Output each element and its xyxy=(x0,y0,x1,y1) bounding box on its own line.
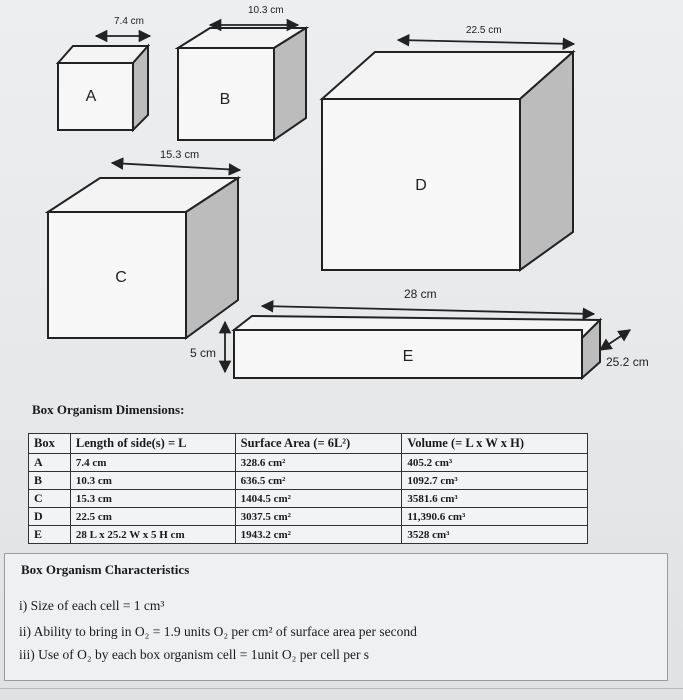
cell-area: 636.5 cm² xyxy=(235,472,402,490)
table-row xyxy=(29,472,588,490)
cell-volume: 1092.7 cm³ xyxy=(402,472,588,490)
cell-box: D xyxy=(29,508,71,526)
box-e-prism xyxy=(234,316,600,378)
table-row xyxy=(29,508,588,526)
box-a-letter: A xyxy=(85,88,97,105)
box-d-letter: D xyxy=(415,177,427,194)
cell-volume: 405.2 cm³ xyxy=(402,454,588,472)
box-b-dimension-label: 10.3 cm xyxy=(248,5,284,16)
cell-box: A xyxy=(29,454,71,472)
box-c-letter: C xyxy=(115,269,127,286)
box-a-dimension-arrow xyxy=(96,16,150,36)
box-e-width-arrow xyxy=(600,330,649,369)
cell-volume: 11,390.6 cm³ xyxy=(402,508,588,526)
box-a-cube xyxy=(58,46,148,130)
table-row xyxy=(29,526,588,544)
cell-length: 15.3 cm xyxy=(70,490,235,508)
box-e-height-label: 5 cm xyxy=(190,346,217,360)
box-d-cube xyxy=(322,52,573,270)
cell-box: C xyxy=(29,490,71,508)
cell-area: 1943.2 cm² xyxy=(235,526,402,544)
cell-area: 3037.5 cm² xyxy=(235,508,402,526)
box-b-dimension-arrow xyxy=(210,5,298,25)
table-row xyxy=(29,490,588,508)
characteristics-title: Box Organism Characteristics xyxy=(21,562,190,577)
cell-length: 28 L x 25.2 W x 5 H cm xyxy=(70,526,235,544)
table-row xyxy=(29,454,588,472)
table-header-row xyxy=(29,434,588,454)
box-e-width-label: 25.2 cm xyxy=(606,355,649,369)
page-divider xyxy=(0,688,683,689)
cell-volume: 3581.6 cm³ xyxy=(402,490,588,508)
box-d-dimension-label: 22.5 cm xyxy=(466,25,502,36)
box-e-length-label: 28 cm xyxy=(404,287,437,301)
box-d-dimension-arrow xyxy=(398,25,574,44)
dimensions-table xyxy=(28,433,588,544)
box-c-dimension-arrow xyxy=(112,149,240,170)
cell-length: 7.4 cm xyxy=(70,454,235,472)
characteristic-item: ii) Ability to bring in O₂ = 1.9 units O₂ per cm² of surface area per second xyxy=(19,624,417,639)
cell-area: 328.6 cm² xyxy=(235,454,402,472)
box-a-dimension-label: 7.4 cm xyxy=(114,16,145,27)
box-b-cube xyxy=(178,28,306,140)
characteristic-item: iii) Use of O₂ by each box organism cell = 1unit O₂ per cell per s xyxy=(19,647,370,662)
box-c-cube xyxy=(48,178,238,338)
characteristics-panel xyxy=(4,553,668,681)
header-volume: Volume (= L x W x H) xyxy=(402,434,588,454)
box-c-dimension-label: 15.3 cm xyxy=(160,149,200,161)
cell-box: E xyxy=(29,526,71,544)
box-e-letter: E xyxy=(402,348,414,365)
cell-area: 1404.5 cm² xyxy=(235,490,402,508)
dimensions-heading: Box Organism Dimensions: xyxy=(32,402,185,417)
header-surface-area: Surface Area (= 6L²) xyxy=(235,434,402,454)
cell-volume: 3528 cm³ xyxy=(402,526,588,544)
cell-length: 10.3 cm xyxy=(70,472,235,490)
cell-length: 22.5 cm xyxy=(70,508,235,526)
characteristic-item: i) Size of each cell = 1 cm³ xyxy=(19,598,165,613)
box-e-length-arrow xyxy=(262,287,594,314)
header-box: Box xyxy=(29,434,71,454)
box-b-letter: B xyxy=(219,91,231,108)
header-length: Length of side(s) = L xyxy=(70,434,235,454)
cell-box: B xyxy=(29,472,71,490)
